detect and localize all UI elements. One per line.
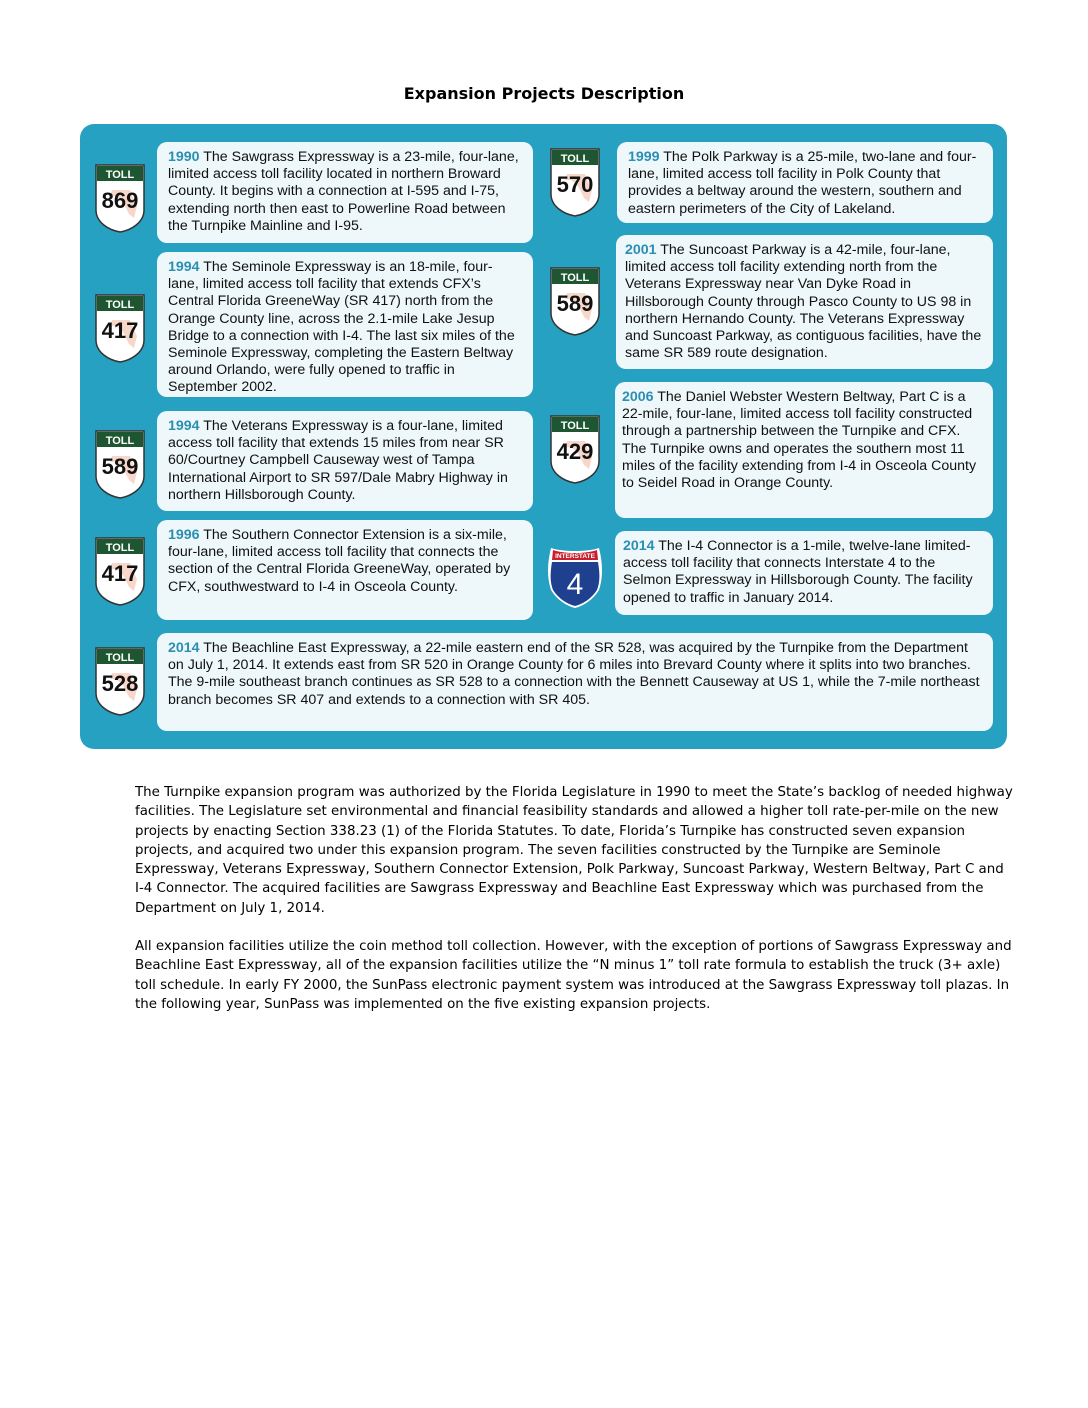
project-card-webster-beltway <box>615 382 993 518</box>
project-year: 2014 <box>623 538 655 554</box>
project-card-suncoast <box>616 235 993 369</box>
toll-429-shield-icon <box>547 413 603 485</box>
project-card-sawgrass <box>157 142 533 243</box>
project-description: The Seminole Expressway is an 18-mile, four-lane, limited access toll facility that extends CFX’s Central Florida GreeneWay (SR 417) north from the Orange County line, across the 2.1-mile Lake Jesup Bridge to a connection with I-4. The last six miles of the Seminole Expressway, completing the Eastern Beltway around Orlando, were fully opened to traffic in September 2002. <box>168 259 515 396</box>
expansion-projects-panel <box>80 124 1007 749</box>
project-year: 2006 <box>622 389 654 405</box>
interstate-4-shield-icon <box>545 544 605 610</box>
route-number: 589 <box>101 454 139 479</box>
toll-label: TOLL <box>560 272 590 284</box>
project-description: The Southern Connector Extension is a six-mile, four-lane, limited access toll facility that connects the section of the Central Florida GreeneWay, operated by CFX, southwestward to I-4 in Osceola County. <box>168 527 511 595</box>
toll-869-shield-icon <box>92 162 148 234</box>
page-title: Expansion Projects Description <box>403 84 685 103</box>
route-number: 4 <box>566 568 584 601</box>
route-number: 869 <box>101 188 139 213</box>
toll-589-shield-icon <box>547 265 603 337</box>
project-description: The Suncoast Parkway is a 42-mile, four-lane, limited access toll facility extending north from the Veterans Expressway near Van Dyke Road in Hillsborough County through Pasco County to US 98 in northern Hernando County. The Veterans Expressway and Suncoast Parkway, as contiguous facilities, have the same SR 589 route designation. <box>625 242 982 362</box>
project-description: The I-4 Connector is a 1-mile, twelve-lane limited-access toll facility that connects Interstate 4 to the Selmon Expressway in Hillsborough County. The facility opened to traffic in January 2014. <box>623 538 973 606</box>
project-year: 1994 <box>168 418 200 434</box>
paragraph-expansion-program: The Turnpike expansion program was authorized by the Florida Legislature in 1990 to meet the State’s backlog of needed highway facilities. The Legislature set environmental and financial feasibility standards and allowed a higher toll rate-per-mile on the new projects by enacting Section 338.23 (1) of the Florida Statutes. To date, Florida’s Turnpike has constructed seven expansion projects, and acquired two under this expansion program. The seven facilities constructed by the Turnpike are Seminole Expressway, Veterans Expressway, Southern Connector Extension, Polk Parkway, Suncoast Parkway, Western Beltway, Part C and I-4 Connector. The acquired facilities are Sawgrass Expressway and Beachline East Expressway which was purchased from the Department on July 1, 2014. <box>135 785 1013 916</box>
toll-label: TOLL <box>105 435 135 447</box>
project-description: The Polk Parkway is a 25-mile, two-lane and four-lane, limited access toll facility in Polk County that provides a beltway around the western, southern and eastern perimeters of the City of Lakeland. <box>628 149 977 217</box>
project-description: The Daniel Webster Western Beltway, Part C is a 22-mile, four-lane, limited access toll facility constructed through a partnership between the Turnpike and CFX. The Turnpike owns and operates the southern most 11 miles of the facility extending from I-4 in Osceola County to Seidel Road in Orange County. <box>622 389 977 492</box>
toll-417-shield-icon <box>92 292 148 364</box>
toll-570-shield-icon <box>547 146 603 218</box>
toll-417-shield-icon <box>92 535 148 607</box>
project-card-veterans <box>157 411 533 511</box>
project-year: 1990 <box>168 149 200 165</box>
route-number: 429 <box>556 439 594 464</box>
route-number: 417 <box>101 561 139 586</box>
toll-label: TOLL <box>105 169 135 181</box>
interstate-label: INTERSTATE <box>555 553 595 560</box>
toll-label: TOLL <box>560 420 590 432</box>
toll-589-shield-icon <box>92 428 148 500</box>
toll-label: TOLL <box>105 542 135 554</box>
project-year: 2001 <box>625 242 657 258</box>
toll-label: TOLL <box>105 299 135 311</box>
toll-label: TOLL <box>105 652 135 664</box>
toll-label: TOLL <box>560 153 590 165</box>
project-card-beachline <box>157 633 993 731</box>
route-number: 570 <box>556 172 594 197</box>
project-description: The Beachline East Expressway, a 22-mile eastern end of the SR 528, was acquired by the Turnpike from the Department on July 1, 2014. It extends east from SR 520 in Orange County for 6 miles into Brevard County where it splits into two branches. The 9-mile southeast branch continues as SR 528 to a connection with the Bennett Causeway at US 1, while the 7-mile northeast branch becomes SR 407 and extends to a connection with SR 405. <box>168 640 980 708</box>
route-number: 589 <box>556 291 594 316</box>
project-description: The Sawgrass Expressway is a 23-mile, four-lane, limited access toll facility located in northern Broward County. It begins with a connection at I-595 and I-75, extending north then east to Powerline Road between the Turnpike Mainline and I-95. <box>168 149 519 234</box>
project-card-seminole <box>157 252 533 397</box>
project-year: 1999 <box>628 149 660 165</box>
project-card-i4-connector <box>615 531 993 615</box>
project-year: 2014 <box>168 640 200 656</box>
route-number: 528 <box>101 671 139 696</box>
toll-528-shield-icon <box>92 645 148 717</box>
project-year: 1994 <box>168 259 200 275</box>
project-description: The Veterans Expressway is a four-lane, limited access toll facility that extends 15 miles from near SR 60/Courtney Campbell Causeway west of Tampa International Airport to SR 597/Dale Mabry Highway in northern Hillsborough County. <box>168 418 508 503</box>
project-card-southern-connector <box>157 520 533 620</box>
project-card-polk <box>617 142 993 223</box>
project-year: 1996 <box>168 527 200 543</box>
route-number: 417 <box>101 318 139 343</box>
paragraph-toll-collection: All expansion facilities utilize the coin method toll collection. However, with the exception of portions of Sawgrass Expressway and Beachline East Expressway, all of the expansion facilities utilize the “N minus 1” toll rate formula to establish the truck (3+ axle) toll schedule. In early FY 2000, the SunPass electronic payment system was introduced at the Sawgrass Expressway toll plazas. In the following year, SunPass was implemented on the five existing expansion projects. <box>135 939 1012 1012</box>
